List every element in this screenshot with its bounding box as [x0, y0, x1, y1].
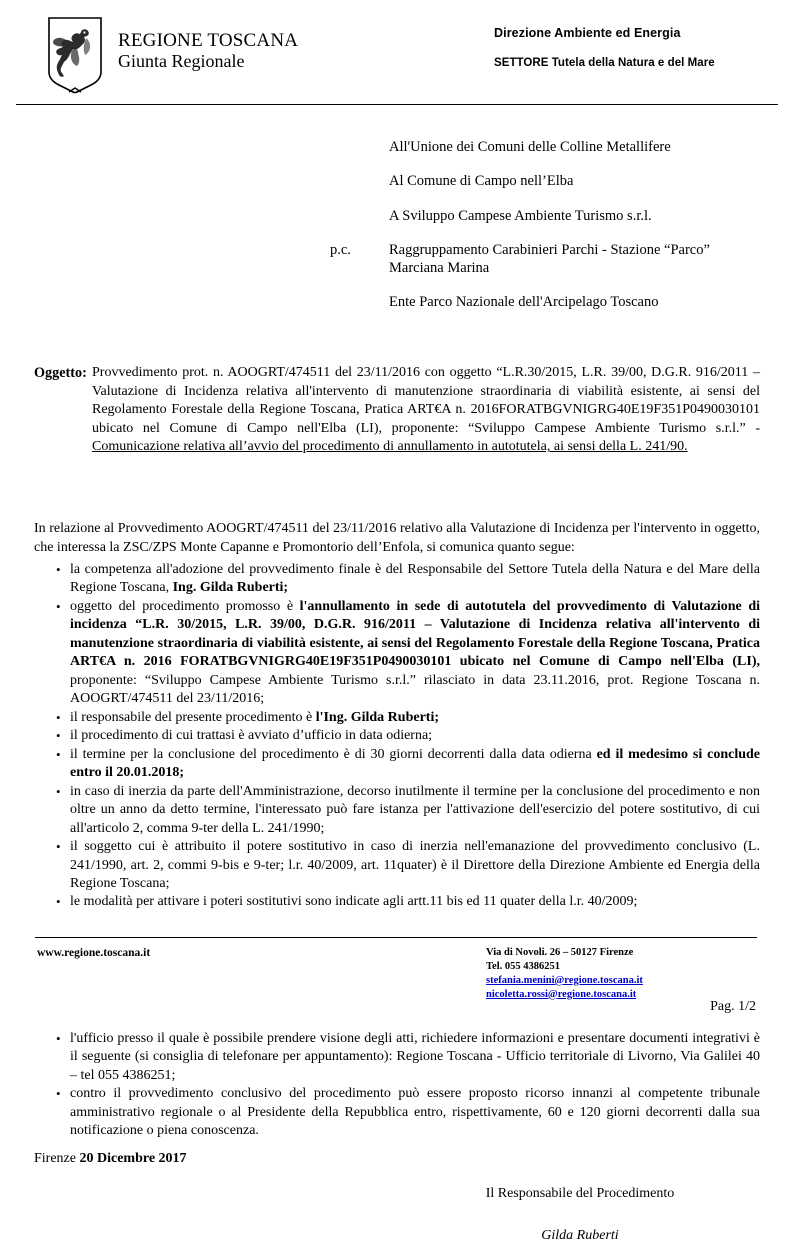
list-item [34, 1030, 760, 1085]
addressee-text: Al Comune di Campo nell’Elba [389, 173, 574, 190]
department-name: Direzione Ambiente ed Energia [494, 26, 681, 40]
addressee-text: All'Unione dei Comuni delle Colline Metallifere [389, 139, 671, 155]
clauses-list-page1 [34, 561, 760, 912]
place-and-date [34, 1151, 187, 1167]
document-header [0, 10, 790, 106]
list-item [34, 727, 760, 745]
addressee-text: Ente Parco Nazionale dell'Arcipelago Toscano [389, 293, 659, 310]
signer-role: Il Responsabile del Procedimento [485, 1186, 675, 1201]
list-item [34, 893, 760, 911]
list-item-emphasis: ed il medesimo si conclude entro il 20.01.2018; [70, 746, 760, 781]
footer-email-1[interactable]: stefania.menini@regione.toscana.it [486, 974, 643, 986]
pegasus-crest-icon [46, 16, 104, 94]
footer-email-2[interactable]: nicoletta.rossi@regione.toscana.it [486, 988, 637, 1000]
addressee-row [330, 208, 760, 225]
signature-block [400, 1186, 760, 1245]
footer-website[interactable]: www.regione.toscana.it [37, 947, 151, 959]
list-item-text: le modalità per attivare i poteri sostitutivi sono indicate agli artt.11 bis ed 11 quater della l.r. 40/2009; [70, 894, 638, 910]
list-item-text: il responsabile del presente procedimento è [70, 709, 316, 725]
signer-name: Gilda Ruberti [541, 1227, 619, 1243]
addressee-block [330, 139, 760, 311]
intro-paragraph: In relazione al Provvedimento AOOGRT/474511 del 23/11/2016 relativo alla Valutazione di Incidenza per l'intervento in oggetto, che interessa la ZSC/ZPS Monte Capanne e Promontorio dell’Enfola, si comunica quanto segue: [34, 521, 760, 555]
footer-phone: Tel. 055 4386251 [486, 960, 560, 972]
list-item [34, 746, 760, 783]
subject-text [92, 364, 760, 457]
addressee-row [330, 139, 760, 156]
addressee-text: A Sviluppo Campese Ambiente Turismo s.r.l. [389, 207, 652, 224]
subject-text-plain: Provvedimento prot. n. AOOGRT/474511 del 23/11/2016 con oggetto “L.R.30/2015, L.R. 39/00, D.G.R. 916/2011 – Valutazione di Incidenza relativa all'intervento di manutenzione straordinaria di viabilità esistente, ai sensi del Regolamento Forestale della Regione Toscana, Pratica ART€A n. 2016FORATBGVNIGRG40E19F351P0490030101 ubicato nel Comune di Campo nell'Elba (LI), proponente: “Sviluppo Campese Ambiente Turismo s.r.l.” - [92, 365, 760, 436]
logo-line-1: REGIONE TOSCANA [118, 30, 299, 51]
sector-name: SETTORE Tutela della Natura e del Mare [494, 57, 715, 69]
list-item [34, 783, 760, 838]
subject-text-underlined: Comunicazione relativa all’avvio del procedimento di annullamento in autotutela, ai sensi della L. 241/90. [92, 439, 688, 455]
addressee-row [330, 173, 760, 190]
clauses-list-page2 [34, 1030, 760, 1141]
addressee-tag: p.c. [330, 242, 351, 259]
list-item [34, 1085, 760, 1140]
list-item-text: l'ufficio presso il quale è possibile prendere visione degli atti, richiedere informazioni e presentare documenti integrativi è il seguente (si consiglia di telefonare per appuntamento): Regione Toscana - Ufficio territoriale di Livorno, Via Galilei 40 – tel 055 4386251; [70, 1031, 760, 1083]
list-item-text: contro il provvedimento conclusivo del procedimento può essere proposto ricorso innanzi al competente tribunale amministrativo regionale o al Presidente della Repubblica entro, rispettivamente, 60 e 120 giorni decorrenti dalla sua notificazione o piena conoscenza. [70, 1086, 760, 1139]
footer-address: Via di Novoli. 26 – 50127 Firenze [486, 947, 634, 958]
subject-label: Oggetto: [34, 365, 87, 381]
page-number: Pag. 1/2 [710, 999, 756, 1014]
date-value: 20 Dicembre 2017 [79, 1151, 187, 1166]
addressee-row [330, 294, 760, 311]
place-label: Firenze [34, 1151, 80, 1166]
department-block [494, 26, 715, 69]
list-item-text: il soggetto cui è attribuito il potere sostitutivo in caso di inerzia nell'emanazione del provvedimento conclusivo (L. 241/1990, art. 2, commi 9-bis e 9-ter; l.r. 40/2009, art. 11quater) è il Direttore della Direzione Ambiente ed Energia della Regione Toscana; [70, 839, 760, 891]
list-item-text: la competenza all'adozione del provvedimento finale è del Responsabile del Settore Tutela della Natura e del Mare della Regione Toscana, [70, 562, 760, 596]
header-divider [16, 104, 778, 105]
list-item-text: oggetto del procedimento promosso è [70, 598, 300, 614]
footer-divider [35, 937, 757, 938]
list-item-text: in caso di inerzia da parte dell'Amministrazione, decorso inutilmente il termine per la conclusione del procedimento e non oltre un anno da detto termine, l'interessato può fare istanza per l'attivazione dell'esercizio del potere sostitutivo, di cui all'articolo 2, comma 9-ter della L. 241/1990; [70, 783, 760, 836]
list-item-text: il procedimento di cui trattasi è avviato d’ufficio in data odierna; [70, 728, 433, 744]
footer-contact-block [486, 946, 643, 1001]
logo-wordmark [118, 16, 298, 71]
addressee-text: Raggruppamento Carabinieri Parchi - Stazione “Parco” Marciana Marina [389, 242, 710, 276]
list-item-emphasis: l'Ing. Gilda Ruberti; [315, 709, 439, 725]
list-item [34, 709, 760, 727]
list-item [34, 561, 760, 598]
list-item-emphasis: l'annullamento in sede di autotutela del provvedimento di Valutazione di incidenza “L.R. 30/2015, L.R. 39/00, D.G.R. 916/2011 – Valutazione di Incidenza relativa all'intervento di manutenzione straordinaria di viabilità esistente, ai sensi del Regolamento Forestale della Regione Toscana, Pratica ART€A n. 2016 FORATBGVNIGRG40E19F351P0490030101 ubicato nel Comune di Campo nell'Elba (LI), [70, 598, 760, 670]
list-item [34, 598, 760, 709]
list-item [34, 838, 760, 893]
list-item-emphasis: Ing. Gilda Ruberti; [172, 580, 289, 596]
subject-block [34, 364, 760, 457]
list-item-text: il termine per la conclusione del procedimento è di 30 giorni decorrenti dalla data odierna [70, 746, 597, 762]
addressee-row [330, 242, 760, 277]
list-item-text: proponente: “Sviluppo Campese Ambiente Turismo s.r.l.” rilasciato in data 23.11.2016, prot. Regione Toscana n. AOOGRT/474511 del 23/11/2016; [70, 672, 760, 707]
logo-line-2: Giunta Regionale [118, 51, 245, 72]
regione-toscana-logo [46, 16, 316, 96]
